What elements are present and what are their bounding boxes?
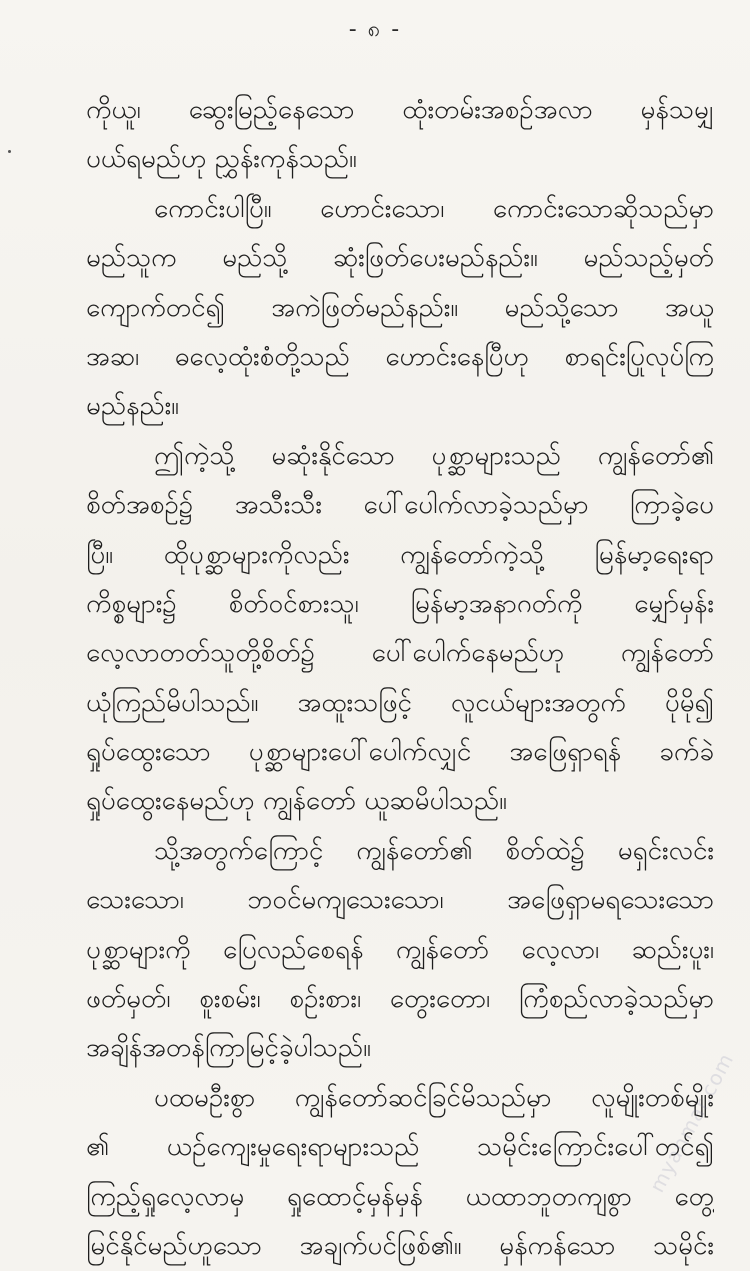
text-line: အဆ၊ ဓလေ့ထုံးစံတို့သည် ဟောင်းနေပြီဟု စာရင်းပြုလုပ်ကြ xyxy=(86,341,714,372)
text-line: မည်နည်း။ xyxy=(86,391,180,422)
body-text xyxy=(86,86,714,1271)
text-line: ကျောက်တင်၍ အကဲဖြတ်မည်နည်း။ မည်သို့သော အယူ xyxy=(86,292,714,323)
text-line: စိတ်အစဉ်၌ အသီးသီး ပေါ်ပေါက်လာခဲ့သည်မှာ ကြာခဲ့ပေ xyxy=(86,490,714,521)
text-line: ရှုပ်ထွေးသော ပုစ္ဆာများပေါ်ပေါက်လျှင် အဖြေရှာရန် ခက်ခဲ xyxy=(86,737,714,768)
text-line: ဖတ်မှတ်၊ စူးစမ်း၊ စဉ်းစား၊ တွေးတော၊ ကြံစည်လာခဲ့သည်မှာ xyxy=(86,984,714,1015)
text-line: လေ့လာတတ်သူတို့စိတ်၌ ပေါ်ပေါက်နေမည်ဟု ကျွန်တော် xyxy=(86,638,714,669)
paragraph-start-line: ဤကဲ့သို့ မဆုံးနိုင်သော ပုစ္ဆာများသည် ကျွန်တော်၏ xyxy=(154,440,714,471)
paragraph-start-line: သို့အတွက်ကြောင့် ကျွန်တော်၏ စိတ်ထဲ၌ မရှင်းလင်း xyxy=(154,835,714,866)
text-line: မြင်နိုင်မည်ဟူသော အချက်ပင်ဖြစ်၏။ မှန်ကန်သော သမိုင်း xyxy=(86,1230,714,1261)
paragraph-start-line: ကောင်းပါပြီ။ ဟောင်းသော၊ ကောင်းသောဆိုသည်မှာ xyxy=(154,193,714,224)
text-line: ယုံကြည်မိပါသည်။ အထူးသဖြင့် လူငယ်များအတွက် ပိုမို၍ xyxy=(86,687,714,718)
text-line: ၏ ယဉ်ကျေးမှုရေးရာများသည် သမိုင်းကြောင်းပေါ်တင်၍ xyxy=(86,1132,714,1163)
text-line: သေးသော၊ ဘဝင်မကျသေးသော၊ အဖြေရှာမရသေးသော xyxy=(86,885,714,916)
text-line: ရှုပ်ထွေးနေမည်ဟု ကျွန်တော် ယူဆမိပါသည်။ xyxy=(86,786,507,817)
text-line: မည်သူက မည်သို့ ဆုံးဖြတ်ပေးမည်နည်း။ မည်သည့်မှတ် xyxy=(86,243,714,274)
page-number: - ၈ - xyxy=(348,17,402,42)
text-line: ပယ်ရမည်ဟု ညွှန်းကုန်သည်။ xyxy=(86,144,357,175)
margin-dot xyxy=(8,150,11,153)
text-line: အချိန်အတန်ကြာမြင့်ခဲ့ပါသည်။ xyxy=(86,1033,371,1064)
text-line: ကိစ္စများ၌ စိတ်ဝင်စားသူ၊ မြန်မာ့အနာဂတ်ကို မျှော်မှန်း xyxy=(86,588,714,619)
text-line: ပုစ္ဆာများကို ပြေလည်စေရန် ကျွန်တော် လေ့လာ၊ ဆည်းပူး၊ xyxy=(86,934,714,965)
watermark: myanmar.com xyxy=(644,1048,738,1197)
text-line: ပြီ။ ထိုပုစ္ဆာများကိုလည်း ကျွန်တော်ကဲ့သို့ မြန်မာ့ရေးရာ xyxy=(86,539,714,570)
text-line: ကြည့်ရှုလေ့လာမှ ရှုထောင့်မှန်မှန် ယထာဘူတကျစွာ တွေ့ xyxy=(86,1181,714,1212)
paragraph-start-line: ပထမဦးစွာ ကျွန်တော်ဆင်ခြင်မိသည်မှာ လူမျိုးတစ်မျိုး xyxy=(154,1082,714,1113)
text-line: ကိုယူ၊ ဆွေးမြည့်နေသော ထုံးတမ်းအစဉ်အလာ မှန်သမျှ xyxy=(86,95,714,125)
